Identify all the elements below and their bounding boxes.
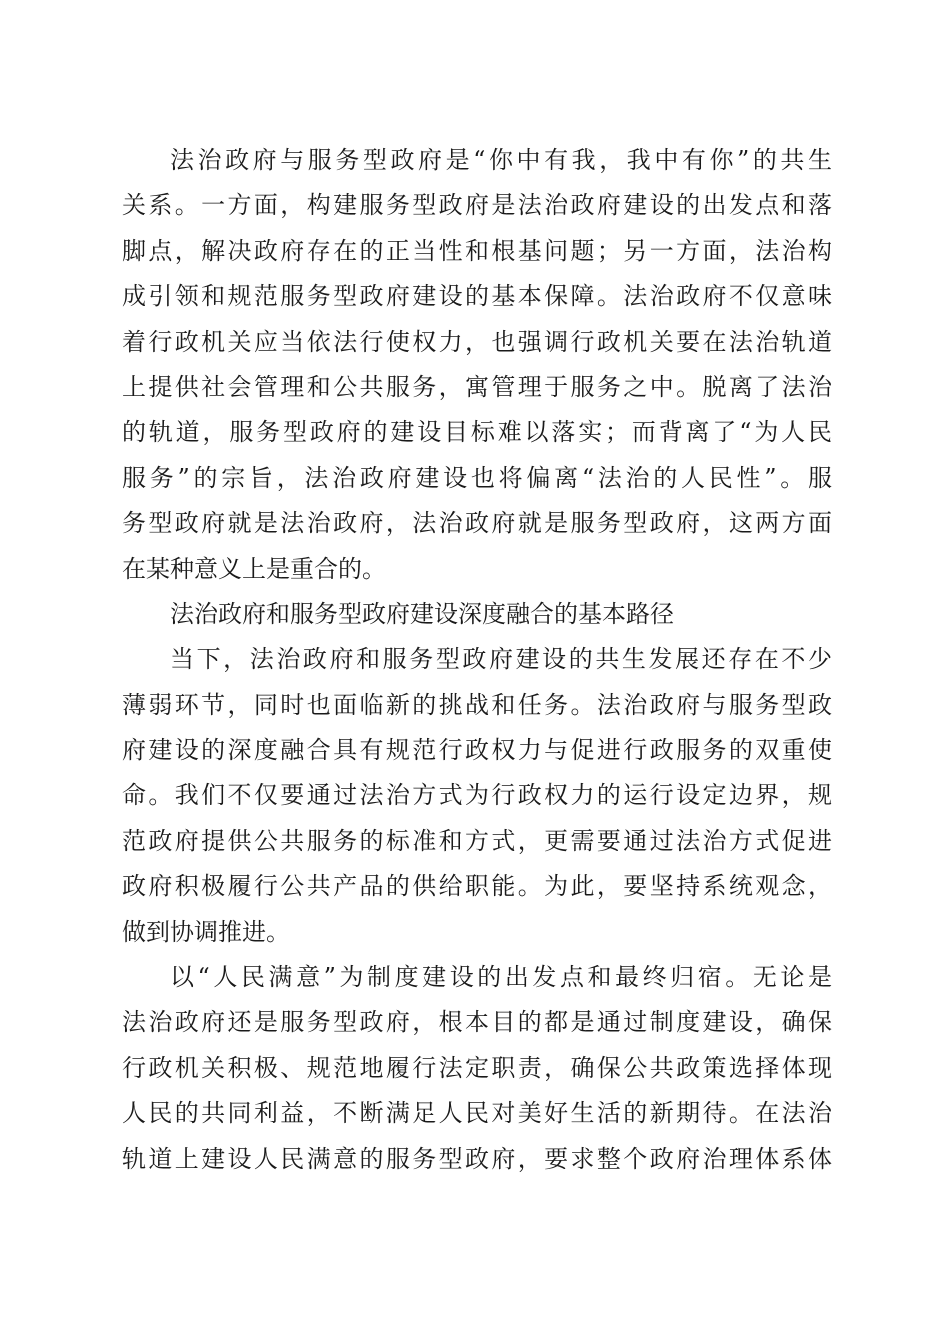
text-line: 的轨道，服务型政府的建设目标难以落实；而背离了“为人民 [122,418,832,447]
paragraph-symbiosis [122,138,832,592]
paragraph-current-situation [122,637,832,955]
text-line: 法治政府还是服务型政府，根本目的都是通过制度建设，确保 [122,1008,832,1037]
text-line: 务型政府就是法治政府，法治政府就是服务型政府，这两方面 [122,509,832,538]
section-heading [122,592,832,637]
text-line: 府建设的深度融合具有规范行政权力与促进行政服务的双重使 [122,736,832,765]
text-line: 着行政机关应当依法行使权力，也强调行政机关要在法治轨道 [122,327,832,356]
paragraph-people-satisfaction [122,955,832,1182]
text-line: 法治政府与服务型政府是“你中有我，我中有你”的共生 [170,146,832,174]
document-body [122,138,832,1182]
text-line: 脚点，解决政府存在的正当性和根基问题；另一方面，法治构 [122,236,832,265]
text-line: 关系。一方面，构建服务型政府是法治政府建设的出发点和落 [122,191,832,220]
heading-line: 法治政府和服务型政府建设深度融合的基本路径 [170,599,674,628]
text-line: 在某种意义上是重合的。 [122,554,386,583]
text-line: 当下，法治政府和服务型政府建设的共生发展还存在不少 [170,645,832,674]
text-line: 政府积极履行公共产品的供给职能。为此，要坚持系统观念， [122,872,832,901]
text-line: 范政府提供公共服务的标准和方式，更需要通过法治方式促进 [122,826,832,855]
text-line: 成引领和规范服务型政府建设的基本保障。法治政府不仅意味 [122,282,832,311]
text-line: 以“人民满意”为制度建设的出发点和最终归宿。无论是 [170,963,832,992]
text-line: 命。我们不仅要通过法治方式为行政权力的运行设定边界，规 [122,781,832,810]
text-line: 轨道上建设人民满意的服务型政府，要求整个政府治理体系体 [122,1144,832,1173]
text-line: 上提供社会管理和公共服务，寓管理于服务之中。脱离了法治 [122,372,832,401]
text-line: 行政机关积极、规范地履行法定职责，确保公共政策选择体现 [122,1053,832,1082]
text-line: 服务”的宗旨，法治政府建设也将偏离“法治的人民性”。服 [122,463,832,492]
text-line: 薄弱环节，同时也面临新的挑战和任务。法治政府与服务型政 [122,690,832,719]
text-line: 人民的共同利益，不断满足人民对美好生活的新期待。在法治 [122,1099,832,1128]
text-line: 做到协调推进。 [122,917,290,946]
